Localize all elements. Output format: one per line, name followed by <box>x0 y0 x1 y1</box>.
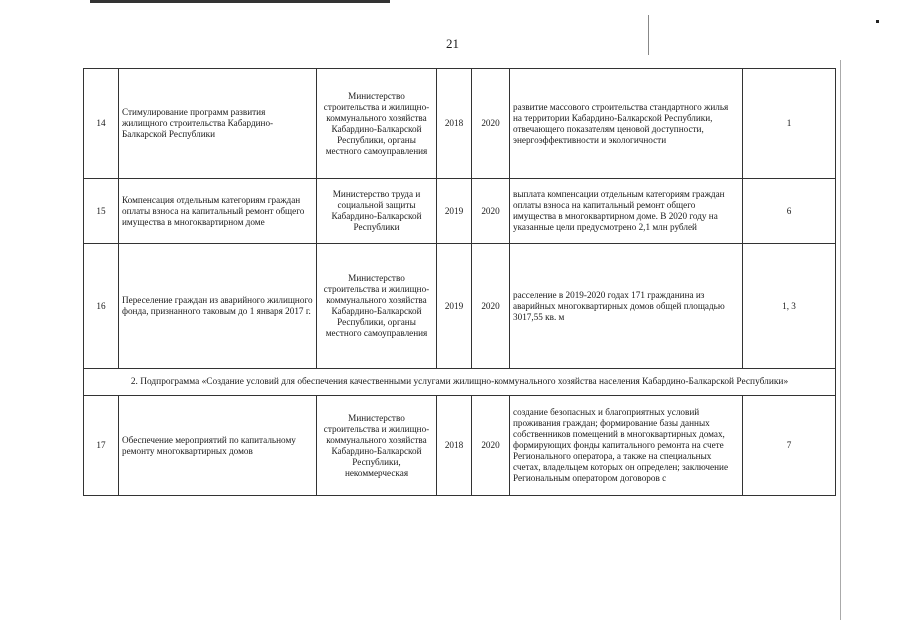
subprogram-header-row <box>84 369 836 396</box>
end-year: 2020 <box>472 396 510 496</box>
start-year: 2018 <box>437 69 472 179</box>
row-number: 15 <box>84 179 119 244</box>
start-year: 2019 <box>437 244 472 369</box>
expected-result: создание безопасных и благоприятных условий проживания граждан; формирование базы данных собственников помещений в многоквартирных домах, формирующих фонды капитального ремонта на счете Регионального оператора, а также на специальных счетах, владельцем которых он определен; заключение Региональным оператором договоров с <box>510 396 743 496</box>
program-activities-table <box>83 68 836 496</box>
subprogram-title: 2. Подпрограмма «Создание условий для обеспечения качественными услугами жилищно-коммунального хозяйства населения Кабардино-Балкарской Республики» <box>84 369 836 396</box>
indicator-link: 6 <box>743 179 836 244</box>
activity-name: Переселение граждан из аварийного жилищного фонда, признанного таковым до 1 января 2017 г. <box>119 244 317 369</box>
indicator-link: 1, 3 <box>743 244 836 369</box>
expected-result: развитие массового строительства стандартного жилья на территории Кабардино-Балкарской Республики, отвечающего показателям ценовой доступности, энергоэффективности и экологичности <box>510 69 743 179</box>
row-number: 16 <box>84 244 119 369</box>
row-number: 17 <box>84 396 119 496</box>
scan-artifact-line-right <box>840 60 841 620</box>
expected-result: расселение в 2019-2020 годах 171 гражданина из аварийных многоквартирных домов общей площадью 3017,55 кв. м <box>510 244 743 369</box>
table-row <box>84 69 836 179</box>
start-year: 2018 <box>437 396 472 496</box>
activity-name: Компенсация отдельным категориям граждан оплаты взноса на капитальный ремонт общего имущества в многоквартирном доме <box>119 179 317 244</box>
indicator-link: 7 <box>743 396 836 496</box>
end-year: 2020 <box>472 179 510 244</box>
row-number: 14 <box>84 69 119 179</box>
table-row <box>84 244 836 369</box>
scan-artifact-dot <box>876 20 879 23</box>
start-year: 2019 <box>437 179 472 244</box>
expected-result: выплата компенсации отдельным категориям граждан оплаты взноса на капитальный ремонт общего имущества в многоквартирном доме. В 2020 году на указанные цели предусмотрено 2,1 млн рублей <box>510 179 743 244</box>
responsible-executor: Министерство строительства и жилищно-коммунального хозяйства Кабардино-Балкарской Республики, некоммерческая <box>317 396 437 496</box>
end-year: 2020 <box>472 244 510 369</box>
table-row <box>84 396 836 496</box>
end-year: 2020 <box>472 69 510 179</box>
page-number: 21 <box>446 36 459 51</box>
responsible-executor: Министерство труда и социальной защиты Кабардино-Балкарской Республики <box>317 179 437 244</box>
indicator-link: 1 <box>743 69 836 179</box>
responsible-executor: Министерство строительства и жилищно-коммунального хозяйства Кабардино-Балкарской Республики, органы местного самоуправления <box>317 69 437 179</box>
activity-name: Обеспечение мероприятий по капитальному ремонту многоквартирных домов <box>119 396 317 496</box>
scan-artifact-top <box>90 0 390 3</box>
responsible-executor: Министерство строительства и жилищно-коммунального хозяйства Кабардино-Балкарской Республики, органы местного самоуправления <box>317 244 437 369</box>
activity-name: Стимулирование программ развития жилищного строительства Кабардино-Балкарской Республики <box>119 69 317 179</box>
table-row <box>84 179 836 244</box>
